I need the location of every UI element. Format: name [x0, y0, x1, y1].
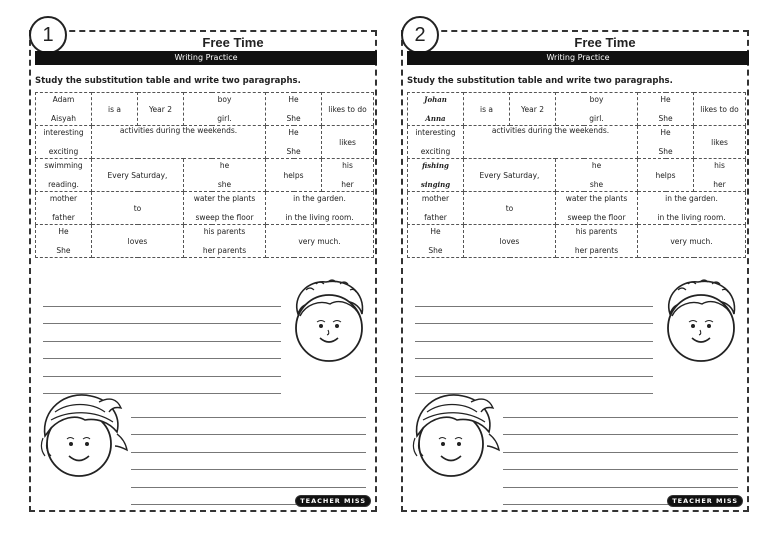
- sheet-title: Free Time: [574, 35, 636, 50]
- cell-is-a: is a: [92, 93, 138, 126]
- cell-names: Johan Anna: [408, 93, 464, 126]
- cell-pronouns: He She: [638, 126, 694, 159]
- cell-parents: his parents her parents: [556, 225, 638, 258]
- cell-year: Year 2: [510, 93, 556, 126]
- cell-parents: mother father: [408, 192, 464, 225]
- cell-verb: likes to do: [694, 93, 746, 126]
- sheet-title: Free Time: [202, 35, 264, 50]
- publisher-logo: TEACHER MISS: [295, 495, 371, 507]
- boy-face-illustration: [660, 276, 742, 368]
- cell-pronouns: he she: [184, 159, 266, 192]
- cell-verb: likes to do: [322, 93, 374, 126]
- cell-pronouns: He She: [36, 225, 92, 258]
- cell-verb: helps: [266, 159, 322, 192]
- cell-chores: water the plants sweep the floor: [556, 192, 638, 225]
- cell-adjectives: interesting exciting: [36, 126, 92, 159]
- writing-lines-top[interactable]: [415, 289, 653, 394]
- cell-verb: helps: [638, 159, 694, 192]
- cell-to: to: [92, 192, 184, 225]
- cell-year: Year 2: [138, 93, 184, 126]
- girl-face-illustration: [39, 382, 129, 486]
- writing-lines-top[interactable]: [43, 289, 281, 394]
- substitution-table: [407, 92, 746, 258]
- cell-pronouns: He She: [638, 93, 694, 126]
- cell-end: very much.: [638, 225, 746, 258]
- cell-verb: loves: [92, 225, 184, 258]
- cell-places: in the garden. in the living room.: [266, 192, 374, 225]
- cell-phrase: activities during the weekends.: [464, 126, 638, 159]
- cell-activities: fishing singing: [408, 159, 464, 192]
- cell-end: very much.: [266, 225, 374, 258]
- cell-nouns: boy girl.: [556, 93, 638, 126]
- cell-parents: his parents her parents: [184, 225, 266, 258]
- cell-places: in the garden. in the living room.: [638, 192, 746, 225]
- worksheet-1: [29, 24, 377, 512]
- instruction-text: Study the substitution table and write two paragraphs.: [407, 76, 673, 86]
- instruction-text: Study the substitution table and write two paragraphs.: [35, 76, 301, 86]
- cell-adjectives: interesting exciting: [408, 126, 464, 159]
- boy-face-illustration: [288, 276, 370, 368]
- sheet-number: 1: [29, 16, 67, 54]
- publisher-logo: TEACHER MISS: [667, 495, 743, 507]
- cell-names: Adam Aisyah: [36, 93, 92, 126]
- cell-is-a: is a: [464, 93, 510, 126]
- cell-pronouns: He She: [266, 93, 322, 126]
- worksheet-2: [401, 24, 749, 512]
- substitution-table: [35, 92, 374, 258]
- cell-parents: mother father: [36, 192, 92, 225]
- cell-to: to: [464, 192, 556, 225]
- sheet-subtitle-banner: Writing Practice: [35, 51, 377, 65]
- cell-possessives: his her: [694, 159, 746, 192]
- cell-possessives: his her: [322, 159, 374, 192]
- writing-lines-bottom[interactable]: [131, 400, 366, 505]
- girl-face-illustration: [411, 382, 501, 486]
- cell-pronouns: He She: [408, 225, 464, 258]
- cell-nouns: boy girl.: [184, 93, 266, 126]
- cell-time: Every Saturday,: [464, 159, 556, 192]
- cell-chores: water the plants sweep the floor: [184, 192, 266, 225]
- cell-time: Every Saturday,: [92, 159, 184, 192]
- sheet-subtitle-banner: Writing Practice: [407, 51, 749, 65]
- cell-verb: likes: [322, 126, 374, 159]
- cell-verb: likes: [694, 126, 746, 159]
- writing-lines-bottom[interactable]: [503, 400, 738, 505]
- cell-verb: loves: [464, 225, 556, 258]
- cell-activities: swimming reading.: [36, 159, 92, 192]
- cell-pronouns: he she: [556, 159, 638, 192]
- sheet-number: 2: [401, 16, 439, 54]
- cell-pronouns: He She: [266, 126, 322, 159]
- cell-phrase: activities during the weekends.: [92, 126, 266, 159]
